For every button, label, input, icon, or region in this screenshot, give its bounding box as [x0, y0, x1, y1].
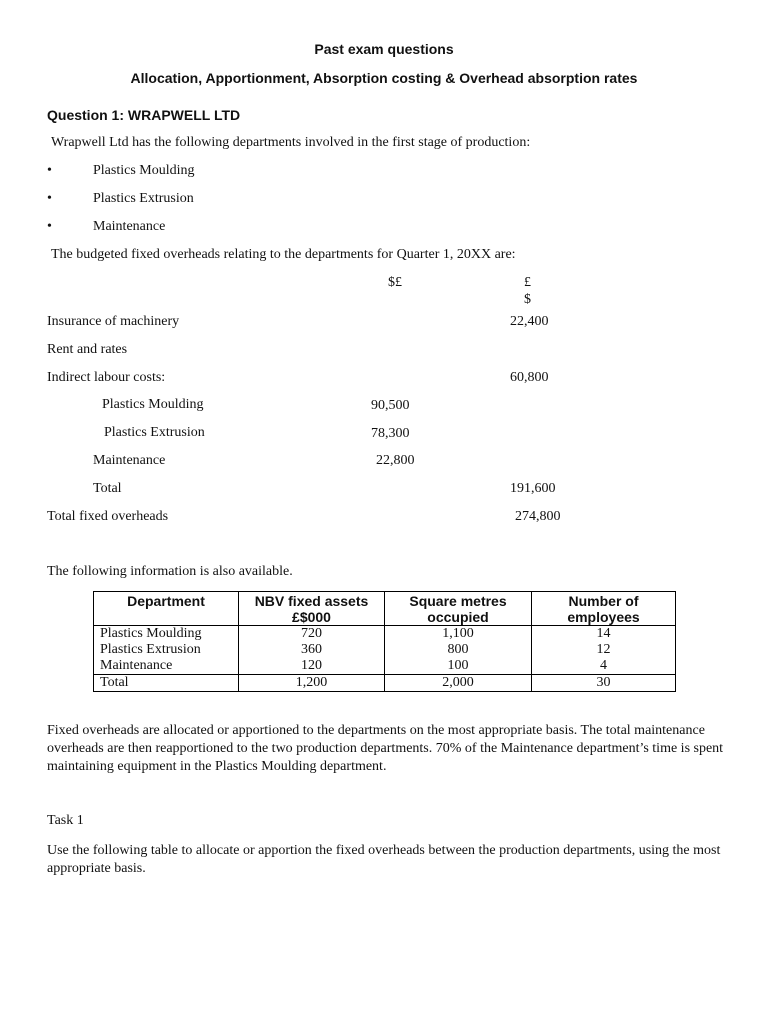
header-employees [532, 592, 676, 626]
cell-sqm: 100 [385, 658, 532, 675]
column-header-currency-1: $£ [388, 275, 402, 290]
cell-department: Total [94, 675, 239, 692]
extrusion-value: 78,300 [371, 426, 410, 441]
maintenance-value: 22,800 [376, 453, 415, 468]
cell-employees: 12 [532, 642, 676, 658]
total-fixed-overheads-value: 274,800 [515, 509, 561, 524]
indirect-labour-label: Indirect labour costs: [47, 370, 166, 385]
info-intro: The following information is also available. [47, 564, 293, 579]
question-intro: Wrapwell Ltd has the following departments involved in the first stage of production: [51, 135, 531, 150]
budget-intro: The budgeted fixed overheads relating to the departments for Quarter 1, 20XX are: [51, 247, 516, 262]
header-emp-line2: employees [567, 609, 640, 625]
moulding-label: Plastics Moulding [102, 397, 204, 412]
cell-sqm: 800 [385, 642, 532, 658]
list-item: Maintenance [93, 219, 166, 234]
task-label: Task 1 [47, 813, 84, 828]
department-info-table [93, 591, 676, 692]
cell-nbv: 360 [239, 642, 385, 658]
list-item: Plastics Extrusion [93, 191, 194, 206]
page-subtitle: Allocation, Apportionment, Absorption costing & Overhead absorption rates [130, 70, 638, 86]
rent-label: Rent and rates [47, 342, 128, 357]
header-nbv [239, 592, 385, 626]
page-title: Past exam questions [314, 41, 454, 57]
bullet-icon: • [47, 191, 52, 206]
column-header-currency-2-line1: £ [524, 275, 531, 290]
bullet-icon: • [47, 219, 52, 234]
cell-nbv: 720 [239, 626, 385, 643]
cell-sqm: 1,100 [385, 626, 532, 643]
insurance-value: 22,400 [510, 314, 549, 329]
header-square-metres [385, 592, 532, 626]
cell-sqm: 2,000 [385, 675, 532, 692]
header-department [94, 592, 239, 626]
insurance-label: Insurance of machinery [47, 314, 180, 329]
moulding-value: 90,500 [371, 398, 410, 413]
cell-nbv: 1,200 [239, 675, 385, 692]
table-row [94, 642, 676, 658]
table-row [94, 658, 676, 675]
cell-employees: 14 [532, 626, 676, 643]
cell-employees: 4 [532, 658, 676, 675]
list-item: Plastics Moulding [93, 163, 195, 178]
cell-department: Plastics Moulding [94, 626, 239, 643]
table-row [94, 675, 676, 692]
question-heading: Question 1: WRAPWELL LTD [47, 107, 241, 123]
header-sqm-line1: Square metres [409, 593, 507, 609]
total-label: Total [93, 481, 122, 496]
total-value: 191,600 [510, 481, 556, 496]
cell-employees: 30 [532, 675, 676, 692]
table-row [94, 626, 676, 643]
bullet-icon: • [47, 163, 52, 178]
indirect-labour-value: 60,800 [510, 370, 549, 385]
extrusion-label: Plastics Extrusion [104, 425, 205, 440]
task-text: Use the following table to allocate or apportion the fixed overheads between the production departments, using the most appropriate basis. [47, 843, 721, 876]
notes-paragraph: Fixed overheads are allocated or apportioned to the departments on the most appropriate basis. The total maintenance overheads are then reapportioned to the two production departments. 70% of the Maintenance department’s time is spent maintaining equipment in the Plastics Moulding department. [47, 723, 724, 774]
cell-department: Maintenance [94, 658, 239, 675]
header-emp-line1: Number of [568, 593, 639, 609]
header-nbv-line1: NBV fixed assets [254, 593, 369, 609]
maintenance-label: Maintenance [93, 453, 166, 468]
header-sqm-line2: occupied [427, 609, 489, 625]
column-header-currency-2-line2: $ [524, 292, 531, 307]
header-department-text: Department [127, 593, 205, 609]
total-fixed-overheads-label: Total fixed overheads [47, 509, 169, 524]
header-nbv-line2: £$000 [292, 609, 331, 625]
table-header-row [94, 592, 676, 626]
cell-department: Plastics Extrusion [94, 642, 239, 658]
cell-nbv: 120 [239, 658, 385, 675]
